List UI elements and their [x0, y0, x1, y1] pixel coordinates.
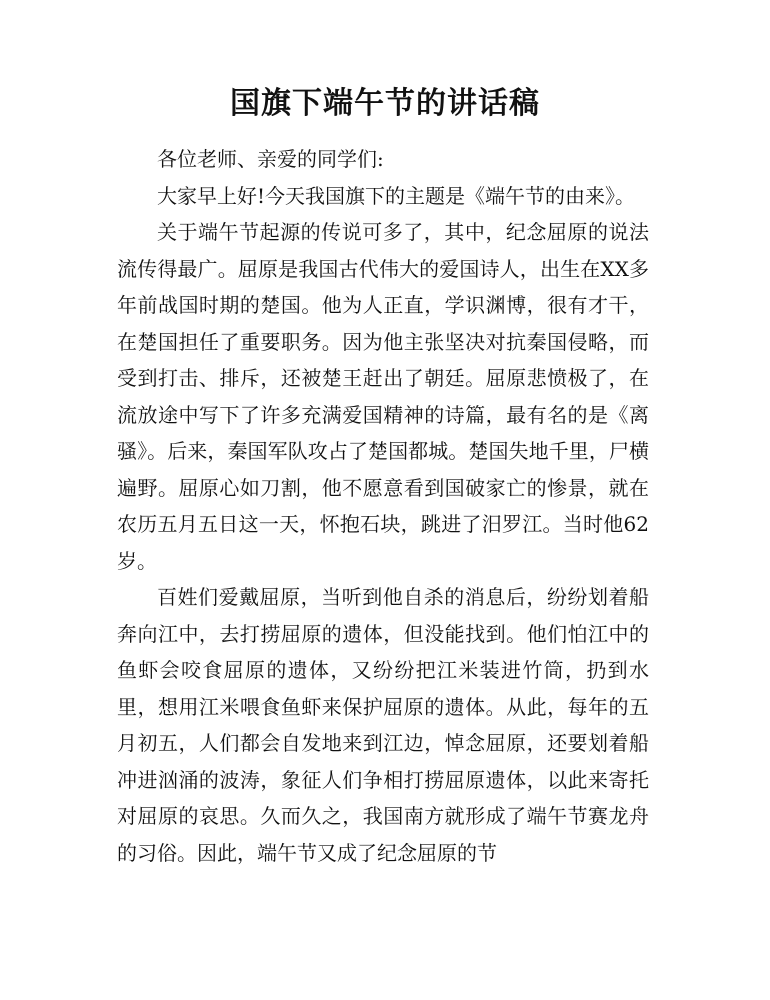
- body-paragraph: 百姓们爱戴屈原，当听到他自杀的消息后，纷纷划着船奔向江中，去打捞屈原的遗体，但没能找到。他们怕江中的鱼虾会咬食屈原的遗体，又纷纷把江米装进竹筒，扔到水里，想用江米喂食鱼虾来保护屈原的遗体。从此，每年的五月初五，人们都会自发地来到江边，悼念屈原，还要划着船冲进汹涌的波涛，象征人们争相打捞屈原遗体，以此来寄托对屈原的哀思。久而久之，我国南方就形成了端午节赛龙舟的习俗。因此，端午节又成了纪念屈原的节: [117, 585, 649, 865]
- greeting-paragraph: 各位老师、亲爱的同学们:: [157, 147, 384, 171]
- body-paragraph: 关于端午节起源的传说可多了，其中，纪念屈原的说法流传得最广。屈原是我国古代伟大的爱国诗人，出生在XX多年前战国时期的楚国。他为人正直，学识渊博，很有才干，在楚国担任了重要职务。因为他主张坚决对抗秦国侵略，而受到打击、排斥，还被楚王赶出了朝廷。屈原悲愤极了，在流放途中写下了许多充满爱国精神的诗篇，最有名的是《离骚》。后来，秦国军队攻占了楚国都城。楚国失地千里，尸横遍野。屈原心如刀割，他不愿意看到国破家亡的惨景，就在农历五月五日这一天，怀抱石块，跳进了汨罗江。当时他62岁。: [117, 220, 649, 573]
- document-body: [117, 141, 649, 871]
- document-title: 国旗下端午节的讲话稿: [230, 86, 540, 121]
- body-paragraph: 大家早上好!今天我国旗下的主题是《端午节的由来》。: [157, 183, 636, 208]
